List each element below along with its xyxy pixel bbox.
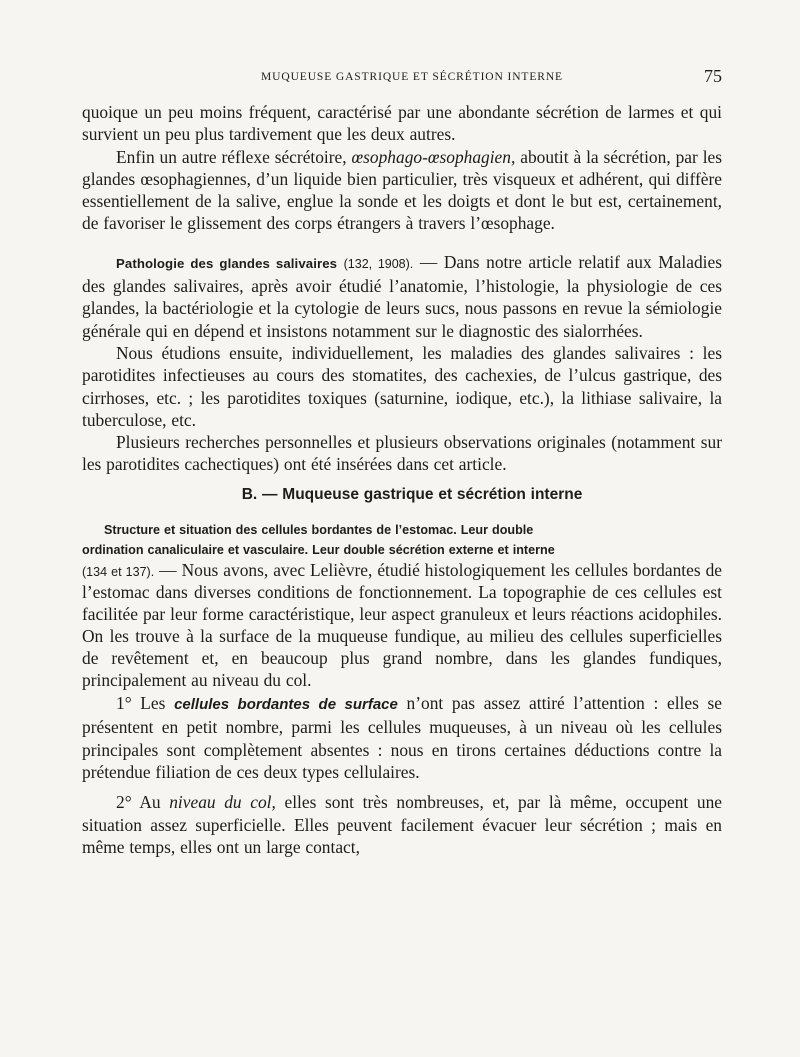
- italic-term: niveau du col,: [169, 792, 276, 813]
- paragraph-text: Plusieurs recherches personnelles et plusieurs observations originales (notamment sur les parotidites cachectiques) ont été insérées dans cet article.: [82, 432, 722, 475]
- list-number: 1° Les: [116, 693, 175, 714]
- subhead-line-1: Structure et situation des cellules bordantes de l’estomac. Leur double: [104, 523, 534, 538]
- paragraph-oesophageal-reflex: [82, 146, 722, 235]
- paragraph-salivary-diseases: [82, 342, 722, 431]
- reference: (132, 1908).: [343, 256, 414, 271]
- italic-term: cellules bordantes de surface: [174, 696, 398, 714]
- running-header: [82, 66, 722, 88]
- paragraph-text: aboutit à la sécrétion, par les glandes œsophagiennes, d’un liquide bien particulier, très visqueux et adhérent, qui diffère essentiellement de la salive, englue la sonde et les doigts et dont le but est, certainement, de favoriser le glissement des corps étrangers à travers l’œsophage.: [82, 146, 723, 234]
- running-title: MUQUEUSE GASTRIQUE ET SÉCRÉTION INTERNE: [261, 71, 563, 83]
- paragraph-text: — Dans notre article relatif aux Maladies des glandes salivaires, après avoir étudié l’anatomie, l’histologie, la physiologie de ces glandes, la bactériologie et la cytologie de leurs sucs, nous passons en revue la sémiologie générale qui en dépend et insistons notamment sur le diagnostic des sialorrhées.: [82, 251, 722, 341]
- paragraph-original-observations: [82, 431, 722, 476]
- paragraph-surface-cells: [82, 692, 722, 783]
- paragraph-bordering-cells: [82, 520, 722, 692]
- paragraph-text: quoique un peu moins fréquent, caractérisé par une abondante sécrétion de larmes et qui survient un peu plus tardivement que les deux autres.: [82, 102, 722, 145]
- italic-term: œsophago-œsophagien,: [351, 146, 516, 167]
- subhead-line-2: ordination canaliculaire et vasculaire. Leur double sécrétion externe et interne: [82, 543, 555, 558]
- section-heading: B. — Muqueuse gastrique et sécrétion interne: [241, 485, 583, 503]
- paragraph-text: n’ont pas assez attiré l’attention : elles se présentent en petit nombre, parmi les cellules muqueuses, à un niveau où les cellules principales sont complètement absentes : nous en tirons certaines déductions contre la prétendue filiation de ces deux types cellulaires.: [82, 693, 722, 782]
- paragraph-text: — Nous avons, avec Lelièvre, étudié histologiquement les cellules bordantes de l’estomac dans diverses conditions de fonctionnement. La topographie de ces cellules est facilitée par leur forme caractéristique, leur aspect granuleux et leurs réactions acidophiles. On les trouve à la surface de la muqueuse fundique, au milieu des cellules superficielles de revêtement et, en beaucoup plus grand nombre, dans les glandes fundiques, principalement au niveau du col.: [82, 560, 723, 691]
- page-number: 75: [704, 66, 722, 86]
- paragraph-text: Enfin un autre réflexe sécrétoire,: [116, 146, 352, 167]
- page-body: [82, 101, 722, 858]
- reference: (134 et 137).: [82, 565, 155, 580]
- list-number: 2° Au: [116, 792, 170, 813]
- paragraph-continuation: [82, 101, 722, 146]
- paragraph-neck-cells: [82, 791, 722, 858]
- paragraph-salivary-pathology: [82, 251, 722, 342]
- paragraph-text: elles sont très nombreuses, et, par là même, occupent une situation assez superficielle. Elles peuvent facilement évacuer leur sécrétion ; mais en même temps, elles ont un large contact,: [82, 792, 722, 857]
- paragraph-text: Nous étudions ensuite, individuellement, les maladies des glandes salivaires : les parotidites infectieuses au cours des stomatites, des cachexies, de l’ulcus gastrique, des cirrhoses, etc. ; les parotidites toxiques (saturnine, iodique, etc.), la lithiase salivaire, la tuberculose, etc.: [82, 342, 722, 430]
- runin-heading: Pathologie des glandes salivaires: [116, 255, 338, 271]
